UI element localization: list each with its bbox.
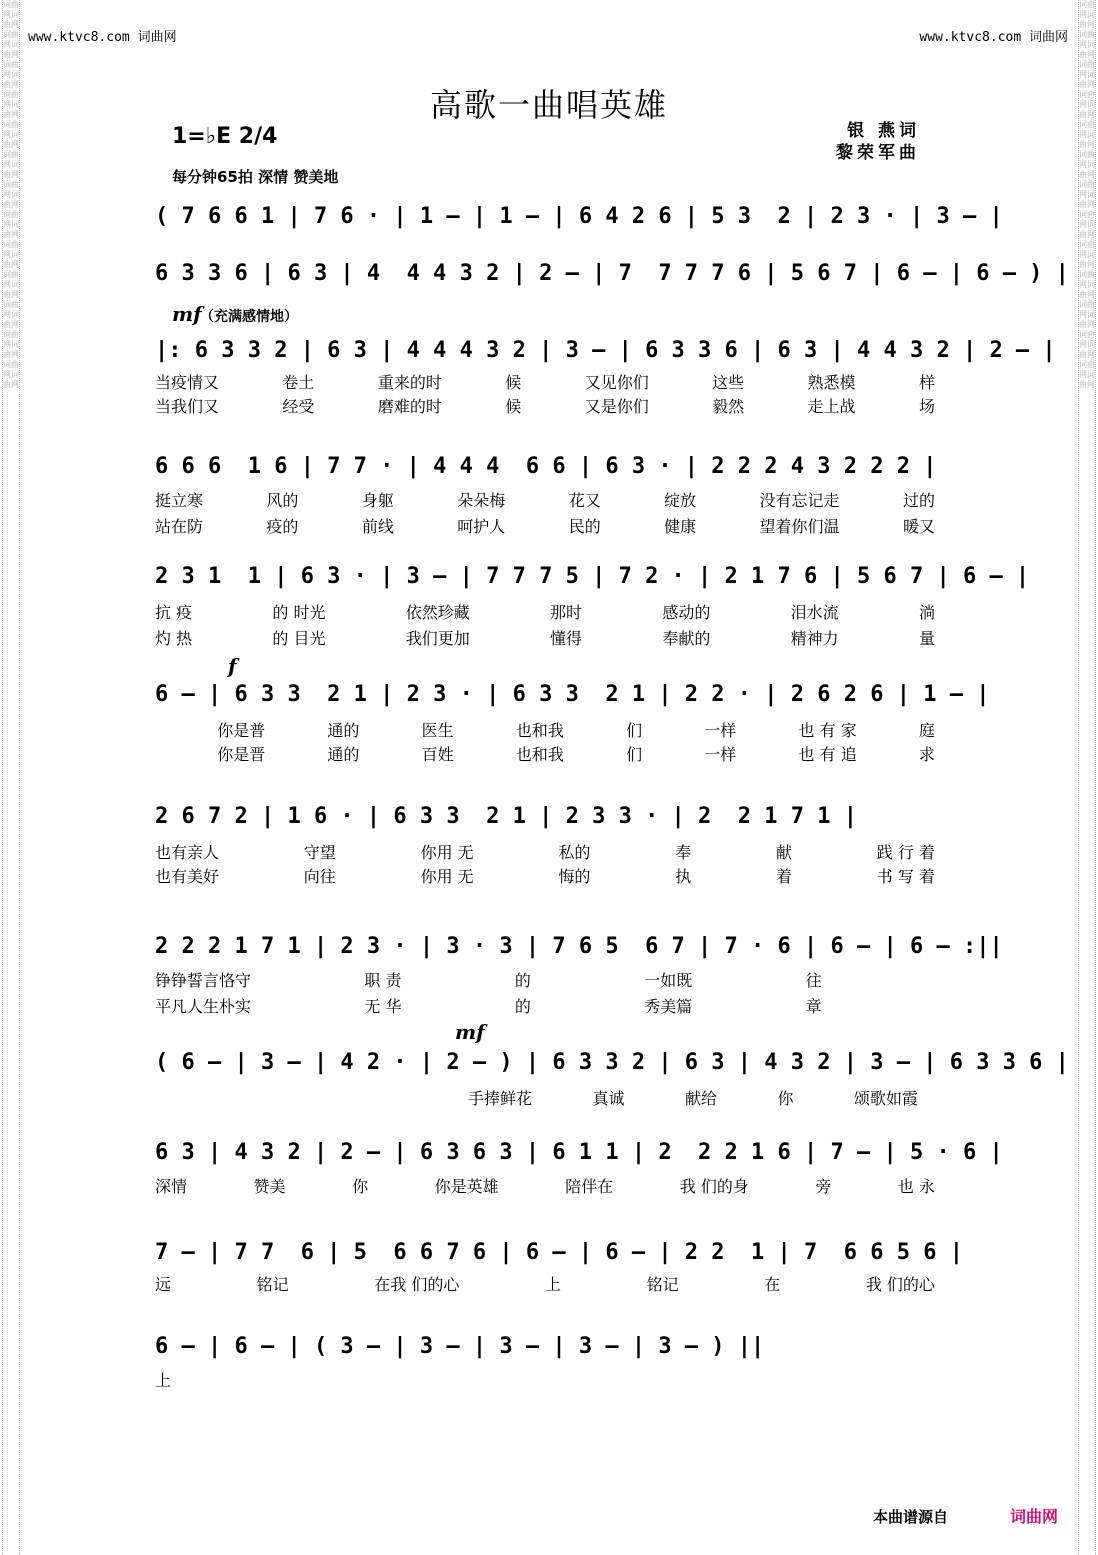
expression-note: （充满感情地） [200, 309, 298, 325]
lyric-row-5b [155, 626, 935, 649]
lyric-word: 那时 [550, 603, 583, 622]
lyric-word: 朵朵梅 [457, 491, 506, 510]
lyric-word: 在我 们的心 [374, 1275, 460, 1294]
lyric-word: 私的 [558, 843, 591, 862]
lyric-word: 医生 [421, 721, 454, 740]
lyric-row-6b [155, 742, 935, 765]
lyric-row-8b [155, 994, 935, 1017]
lyric-word: 守望 [303, 843, 336, 862]
lyric-row-10a [155, 1174, 935, 1197]
lyric-row-3a [155, 370, 935, 393]
lyric-word: 你是普 [217, 721, 266, 740]
lyric-word: 陪伴在 [565, 1177, 614, 1196]
score-row-3: |: 6 3 3 2 | 6 3 | 4 4 4 3 2 | 3 – | 6 3 3 6 | 6 3 | 4 4 3 2 | 2 – | [155, 337, 1056, 363]
watermark-sidebar-right: 词曲网词曲网词曲网词曲网词曲网词曲网词曲网词曲网词曲网词曲网词曲网词曲网词曲网词曲网词曲网词曲网词曲网词曲网词曲网词曲网词曲网词曲网词曲网词曲网词曲网词曲网 [1078, 0, 1096, 1555]
lyric-word: 精神力 [790, 629, 839, 648]
lyric-word: 这些 [712, 373, 745, 392]
source-link[interactable]: 词曲网 [1009, 1507, 1058, 1526]
lyric-word: 通的 [327, 721, 360, 740]
lyric-word: 真诚 [592, 1089, 625, 1108]
lyric-word: 当我们又 [155, 397, 220, 416]
lyric-word: 也 永 [897, 1177, 935, 1196]
lyric-word: 花又 [568, 491, 601, 510]
lyric-row-6a [155, 718, 935, 741]
lyric-word: 求 [918, 745, 935, 764]
lyric-word: 灼 热 [155, 629, 193, 648]
lyric-word: 铭记 [646, 1275, 679, 1294]
lyric-word: 毅然 [712, 397, 745, 416]
lyric-row-8a [155, 968, 935, 991]
lyric-word: 过的 [902, 491, 935, 510]
lyric-word: 平凡人生朴实 [155, 997, 252, 1016]
watermark-sidebar-left: 词曲网词曲网词曲网词曲网词曲网词曲网词曲网词曲网词曲网词曲网词曲网词曲网词曲网词曲网词曲网词曲网词曲网词曲网词曲网词曲网词曲网词曲网词曲网词曲网词曲网词曲网 [2, 0, 20, 1555]
score-row-9: ( 6 – | 3 – | 4 2 · | 2 – ) | 6 3 3 2 | 6 3 | 4 3 2 | 3 – | 6 3 3 6 | [155, 1049, 1069, 1075]
lyric-word: 手捧鲜花 [468, 1089, 533, 1108]
lyric-word: 卷土 [282, 373, 315, 392]
lyric-word: 赞美 [253, 1177, 286, 1196]
lyric-word: 也和我 [515, 745, 564, 764]
lyric-word: 职 责 [364, 971, 402, 990]
lyric-word: 章 [805, 997, 822, 1016]
lyric-word: 一样 [704, 721, 737, 740]
lyric-word: 上 [544, 1275, 561, 1294]
lyric-word: 风的 [266, 491, 299, 510]
lyric-row-7b [155, 864, 935, 887]
lyric-word: 也有亲人 [155, 843, 220, 862]
lyric-word: 你 [352, 1177, 369, 1196]
lyric-word: 的 [514, 971, 531, 990]
lyric-word: 暖又 [902, 517, 935, 536]
lyric-word: 们 [626, 745, 643, 764]
lyric-word: 颂歌如霞 [853, 1089, 918, 1108]
lyric-word: 又见你们 [584, 373, 649, 392]
score-row-10: 6 3 | 4 3 2 | 2 – | 6 3 6 3 | 6 1 1 | 2 2 2 1 6 | 7 – | 5 · 6 | [155, 1139, 1003, 1165]
lyric-word: 抗 疫 [155, 603, 193, 622]
lyric-word: 的 目光 [272, 629, 326, 648]
lyric-word: 我 们的心 [865, 1275, 935, 1294]
lyric-word: 你用 无 [420, 867, 474, 886]
lyric-word: 的 时光 [272, 603, 326, 622]
lyric-word: 重来的时 [377, 373, 442, 392]
score-row-2: 6 3 3 6 | 6 3 | 4 4 4 3 2 | 2 – | 7 7 7 7 6 | 5 6 7 | 6 – | 6 – ) | [155, 260, 1069, 286]
lyric-word: 们 [626, 721, 643, 740]
lyric-word: 铭记 [256, 1275, 289, 1294]
lyric-word: 熟悉模 [807, 373, 856, 392]
lyric-word: 没有忘记走 [759, 491, 840, 510]
lyric-word: 当疫情又 [155, 373, 220, 392]
lyric-row-7a [155, 840, 935, 863]
lyric-word: 你是英雄 [434, 1177, 499, 1196]
lyric-word: 候 [505, 397, 522, 416]
lyric-word: 往 [805, 971, 822, 990]
lyric-word: 身躯 [361, 491, 394, 510]
lyric-word: 献给 [684, 1089, 717, 1108]
lyric-word: 走上战 [807, 397, 856, 416]
lyric-word: 铮铮誓言恪守 [155, 971, 252, 990]
lyric-word: 我们更加 [405, 629, 470, 648]
lyric-row-12a [155, 1368, 195, 1391]
lyric-word: 泪水流 [790, 603, 839, 622]
key-signature: 1=♭E 2/4 [172, 124, 278, 149]
lyric-word: 献 [775, 843, 792, 862]
dynamic-mf-2: mf [455, 1020, 485, 1044]
lyric-word: 秀美篇 [644, 997, 693, 1016]
lyric-word: 健康 [664, 517, 697, 536]
lyric-word: 也 有 追 [798, 745, 857, 764]
lyric-row-4b [155, 514, 935, 537]
lyric-word: 望着你们温 [759, 517, 840, 536]
score-row-7: 2 6 7 2 | 1 6 · | 6 3 3 2 1 | 2 3 3 · | 2 2 1 7 1 | [155, 803, 857, 829]
lyric-word: 你用 无 [420, 843, 474, 862]
score-row-5: 2 3 1 1 | 6 3 · | 3 – | 7 7 7 5 | 7 2 · | 2 1 7 6 | 5 6 7 | 6 – | [155, 563, 1030, 589]
lyric-word: 站在防 [155, 517, 204, 536]
lyric-word: 绽放 [664, 491, 697, 510]
lyric-word: 挺立寒 [155, 491, 204, 510]
lyric-word: 经受 [282, 397, 315, 416]
lyric-word: 书 写 着 [876, 867, 935, 886]
lyric-word: 量 [918, 629, 935, 648]
lyric-word: 你是晋 [217, 745, 266, 764]
lyric-row-4a [155, 488, 935, 511]
lyric-word: 远 [155, 1275, 172, 1294]
score-row-4: 6 6 6 1 6 | 7 7 · | 4 4 4 6 6 | 6 3 · | 2 2 2 4 3 2 2 2 | [155, 453, 937, 479]
lyric-word: 民的 [568, 517, 601, 536]
lyric-word: 磨难的时 [377, 397, 442, 416]
site-url-left[interactable]: www.ktvc8.com 词曲网 [28, 30, 177, 45]
lyric-word: 深情 [155, 1177, 188, 1196]
lyric-word: 懂得 [550, 629, 583, 648]
song-title: 高歌一曲唱英雄 [429, 86, 668, 124]
dynamic-f: f [228, 654, 237, 678]
score-row-1: ( 7 6 6 1 | 7 6 · | 1 – | 1 – | 6 4 2 6 | 5 3 2 | 2 3 · | 3 – | [155, 203, 1003, 229]
lyric-word: 你 [777, 1089, 794, 1108]
score-row-6: 6 – | 6 3 3 2 1 | 2 3 · | 6 3 3 2 1 | 2 2 · | 2 6 2 6 | 1 – | [155, 681, 990, 707]
lyric-word: 候 [505, 373, 522, 392]
lyric-word: 上 [155, 1371, 172, 1390]
lyric-word: 样 [918, 373, 935, 392]
lyric-word: 依然珍藏 [405, 603, 470, 622]
lyric-word: 奉 [675, 843, 692, 862]
lyric-row-5a [155, 600, 935, 623]
lyric-word: 执 [675, 867, 692, 886]
lyric-word: 也和我 [515, 721, 564, 740]
lyric-word: 通的 [327, 745, 360, 764]
lyric-word: 呵护人 [457, 517, 506, 536]
lyric-row-9a [468, 1086, 918, 1109]
lyric-word: 的 [514, 997, 531, 1016]
dynamic-mf: mf [172, 302, 202, 326]
lyric-word: 我 们的身 [679, 1177, 749, 1196]
composer: 黎荣军曲 [836, 143, 920, 163]
score-row-11: 7 – | 7 7 6 | 5 6 6 7 6 | 6 – | 6 – | 2 2 1 | 7 6 6 5 6 | [155, 1239, 963, 1265]
lyric-word: 也 有 家 [798, 721, 857, 740]
lyric-word: 淌 [918, 603, 935, 622]
lyric-row-11a [155, 1272, 935, 1295]
lyric-word: 在 [764, 1275, 781, 1294]
score-row-12: 6 – | 6 – | ( 3 – | 3 – | 3 – | 3 – | 3 – ) || [155, 1333, 765, 1359]
lyric-row-3b [155, 394, 935, 417]
lyric-word: 旁 [815, 1177, 832, 1196]
source-label: 本曲谱源自 [872, 1508, 948, 1526]
lyric-word: 奉献的 [662, 629, 711, 648]
lyric-word: 也有美好 [155, 867, 220, 886]
lyric-word: 一如既 [644, 971, 693, 990]
lyric-word: 庭 [918, 721, 935, 740]
lyric-word: 无 华 [364, 997, 402, 1016]
lyric-word: 场 [918, 397, 935, 416]
lyric-word: 向往 [303, 867, 336, 886]
tempo-marking: 每分钟65拍 深情 赞美地 [172, 168, 339, 186]
lyric-word: 百姓 [421, 745, 454, 764]
lyric-word: 前线 [361, 517, 394, 536]
lyric-word: 悔的 [558, 867, 591, 886]
lyric-word: 感动的 [662, 603, 711, 622]
lyric-word: 又是你们 [584, 397, 649, 416]
lyric-word: 着 [775, 867, 792, 886]
lyric-word: 疫的 [266, 517, 299, 536]
lyricist: 银 燕词 [847, 121, 920, 141]
lyric-word: 一样 [704, 745, 737, 764]
score-row-8: 2 2 2 1 7 1 | 2 3 · | 3 · 3 | 7 6 5 6 7 | 7 · 6 | 6 – | 6 – :|| [155, 933, 1003, 959]
site-url-right[interactable]: www.ktvc8.com 词曲网 [919, 30, 1068, 45]
lyric-word: 践 行 着 [876, 843, 935, 862]
